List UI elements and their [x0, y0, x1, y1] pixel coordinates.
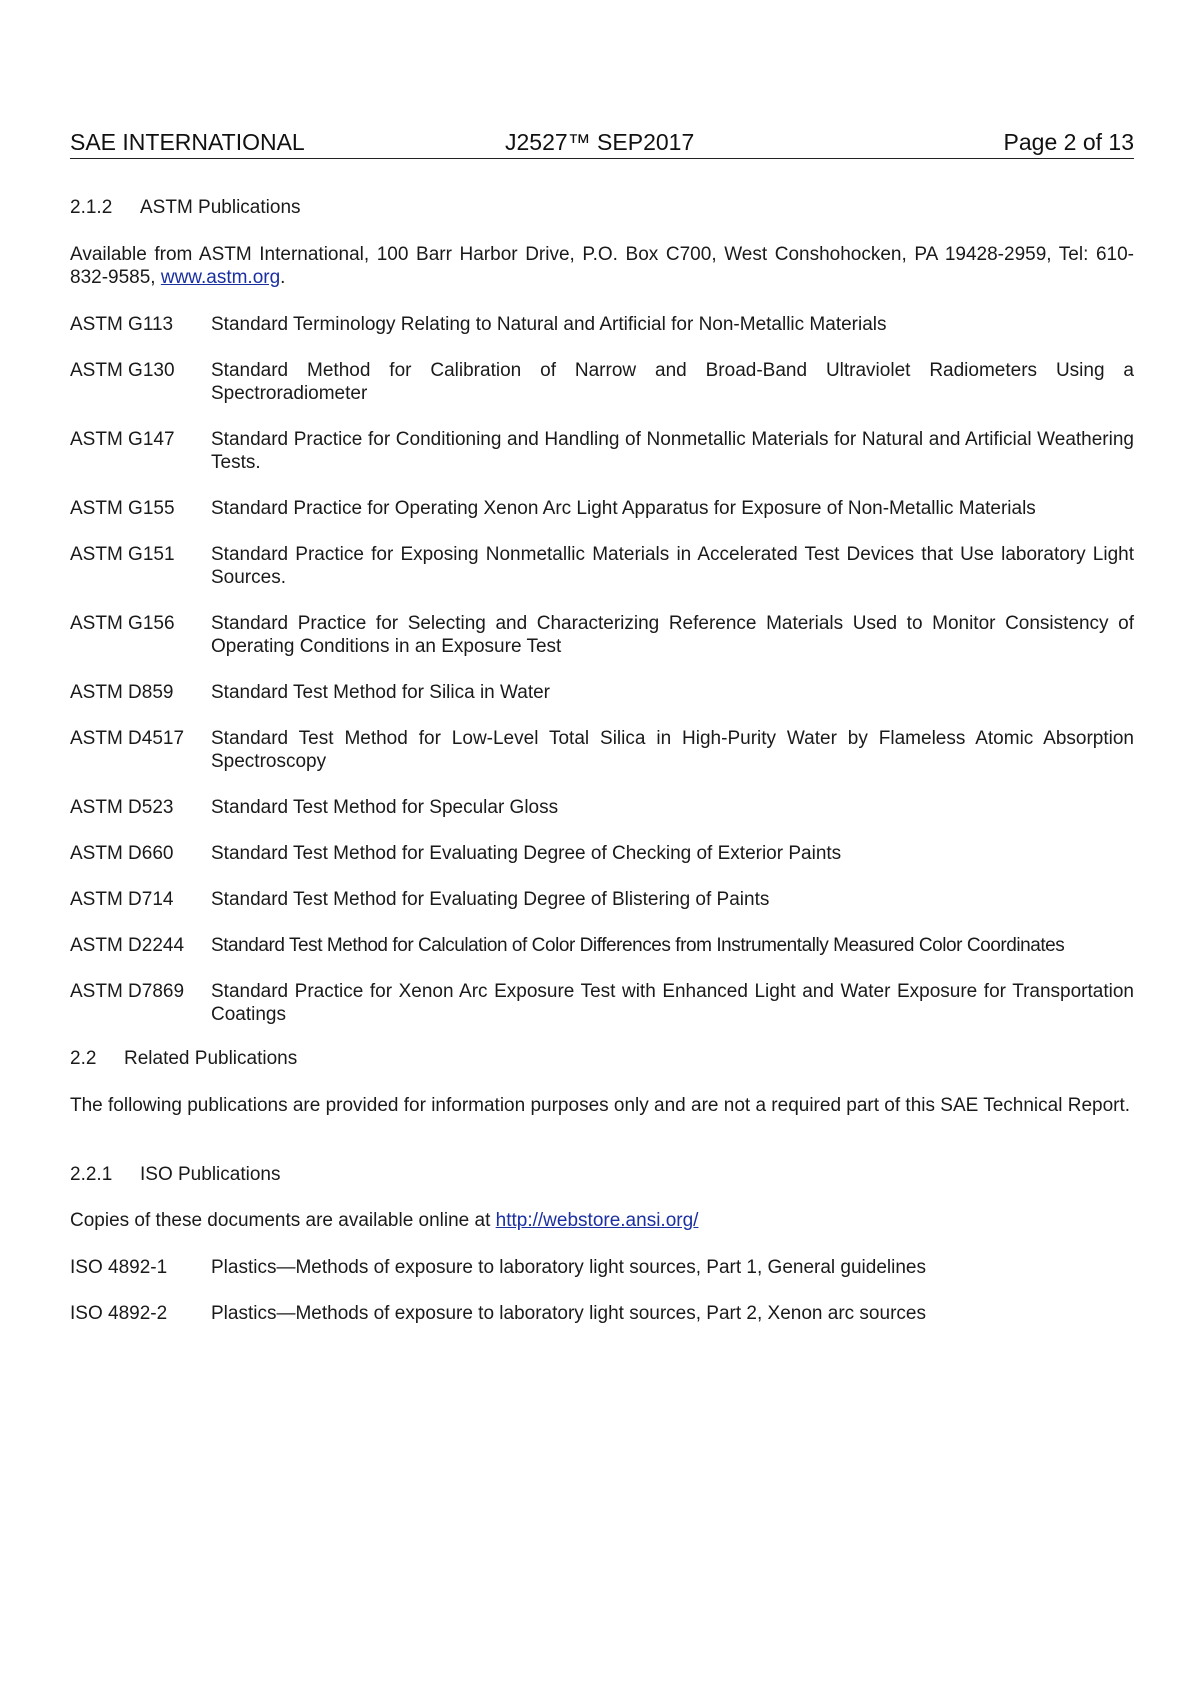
reference-title: Standard Practice for Xenon Arc Exposure Test with Enhanced Light and Water Exposure for Transportation Coatings [211, 981, 1134, 1025]
reference-code: ASTM D714 [70, 889, 174, 910]
reference-title: Standard Test Method for Silica in Water [211, 682, 550, 703]
reference-title: Standard Practice for Conditioning and Handling of Nonmetallic Materials for Natural and Artificial Weathering Tests. [211, 429, 1134, 473]
reference-title: Standard Test Method for Evaluating Degree of Checking of Exterior Paints [211, 843, 842, 864]
reference-code: ASTM G147 [70, 429, 175, 450]
astm-website-link[interactable]: www.astm.org [160, 267, 281, 288]
section-heading-2-2-1 [70, 1163, 280, 1187]
reference-title: Standard Test Method for Calculation of Color Differences from Instrumentally Measured Color Coordinates [211, 935, 1065, 956]
reference-title: Standard Practice for Operating Xenon Arc Light Apparatus for Exposure of Non-Metallic Materials [211, 498, 1036, 519]
section-heading-2-2 [70, 1047, 297, 1071]
reference-title: Standard Practice for Exposing Nonmetallic Materials in Accelerated Test Devices that Use laboratory Light Sources. [211, 544, 1134, 588]
reference-code: ASTM D859 [70, 682, 174, 703]
page-header [70, 128, 1134, 159]
reference-code: ISO 4892-2 [70, 1303, 168, 1324]
section-number: 2.1.2 [70, 197, 113, 218]
reference-code: ASTM D523 [70, 797, 174, 818]
reference-code: ISO 4892-1 [70, 1257, 168, 1278]
section-title: ISO Publications [140, 1164, 281, 1185]
reference-title: Plastics—Methods of exposure to laboratory light sources, Part 2, Xenon arc sources [211, 1303, 926, 1324]
reference-code: ASTM G130 [70, 360, 175, 381]
reference-title: Standard Test Method for Low-Level Total Silica in High-Purity Water by Flameless Atomic Absorption Spectroscopy [211, 728, 1134, 772]
reference-title: Standard Test Method for Specular Gloss [211, 797, 559, 818]
reference-code: ASTM D7869 [70, 981, 185, 1002]
section-heading-2-1-2 [70, 196, 301, 220]
astm-availability-paragraph [70, 243, 1134, 289]
reference-title: Plastics—Methods of exposure to laboratory light sources, Part 1, General guidelines [211, 1257, 926, 1278]
section-title: Related Publications [124, 1048, 298, 1069]
astm-availability-text: Available from ASTM International, 100 Barr Harbor Drive, P.O. Box C700, West Conshohocken, PA 19428-2959, Tel: 610-832-9585, [70, 244, 1134, 288]
header-org: SAE INTERNATIONAL [70, 129, 305, 155]
reference-title: Standard Terminology Relating to Natural and Artificial for Non-Metallic Materials [211, 314, 887, 335]
astm-availability-end: . [280, 267, 286, 288]
iso-availability-text: Copies of these documents are available online at [70, 1210, 496, 1231]
section-number: 2.2 [70, 1048, 97, 1069]
reference-title: Standard Test Method for Evaluating Degree of Blistering of Paints [211, 889, 770, 910]
section-title: ASTM Publications [140, 197, 301, 218]
reference-code: ASTM G113 [70, 314, 174, 335]
section-number: 2.2.1 [70, 1164, 113, 1185]
reference-code: ASTM D660 [70, 843, 174, 864]
reference-code: ASTM G155 [70, 498, 175, 519]
header-page-number: Page 2 of 13 [1003, 129, 1134, 155]
reference-code: ASTM G151 [70, 544, 175, 565]
ansi-webstore-link[interactable]: http://webstore.ansi.org/ [495, 1210, 699, 1231]
header-doc-id: J2527™ SEP2017 [505, 129, 695, 155]
reference-code: ASTM G156 [70, 613, 175, 634]
reference-title: Standard Practice for Selecting and Characterizing Reference Materials Used to Monitor Consistency of Operating Conditions in an Exposure Test [211, 613, 1134, 657]
iso-availability-paragraph [70, 1209, 1134, 1232]
reference-code: ASTM D2244 [70, 935, 185, 956]
related-publications-paragraph: The following publications are provided for information purposes only and are not a required part of this SAE Technical Report. [70, 1095, 1131, 1116]
reference-title: Standard Method for Calibration of Narrow and Broad-Band Ultraviolet Radiometers Using a Spectroradiometer [211, 360, 1134, 404]
reference-code: ASTM D4517 [70, 728, 185, 749]
